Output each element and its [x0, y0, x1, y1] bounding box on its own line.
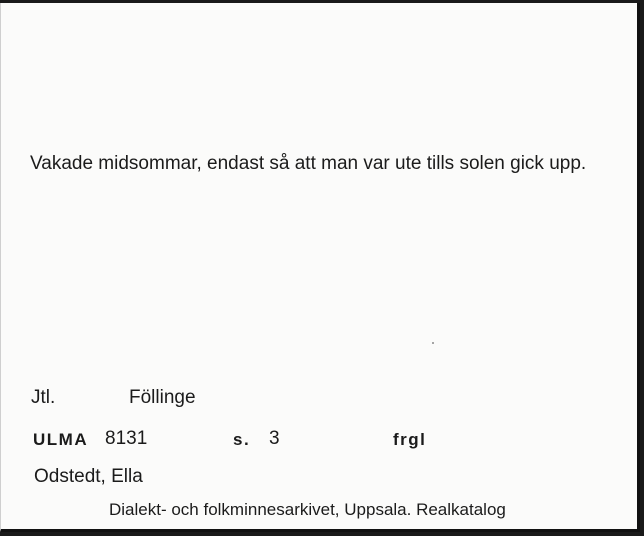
paper-speck: [432, 342, 434, 344]
archive-code: ULMA: [33, 430, 89, 449]
province-label: Jtl.: [31, 387, 56, 408]
page-number: 3: [269, 428, 280, 449]
card-body-text: Vakade midsommar, endast så att man var ute tills solen gick upp.: [30, 153, 587, 174]
place-name: Föllinge: [129, 387, 196, 408]
informant-name: Odstedt, Ella: [34, 466, 143, 487]
accession-number: 8131: [105, 428, 148, 449]
archive-footer: Dialekt- och folkminnesarkivet, Uppsala. Realkatalog: [109, 500, 506, 519]
record-type-code: frgl: [393, 430, 427, 449]
page-label: s.: [233, 430, 251, 449]
catalog-card: [0, 3, 640, 532]
